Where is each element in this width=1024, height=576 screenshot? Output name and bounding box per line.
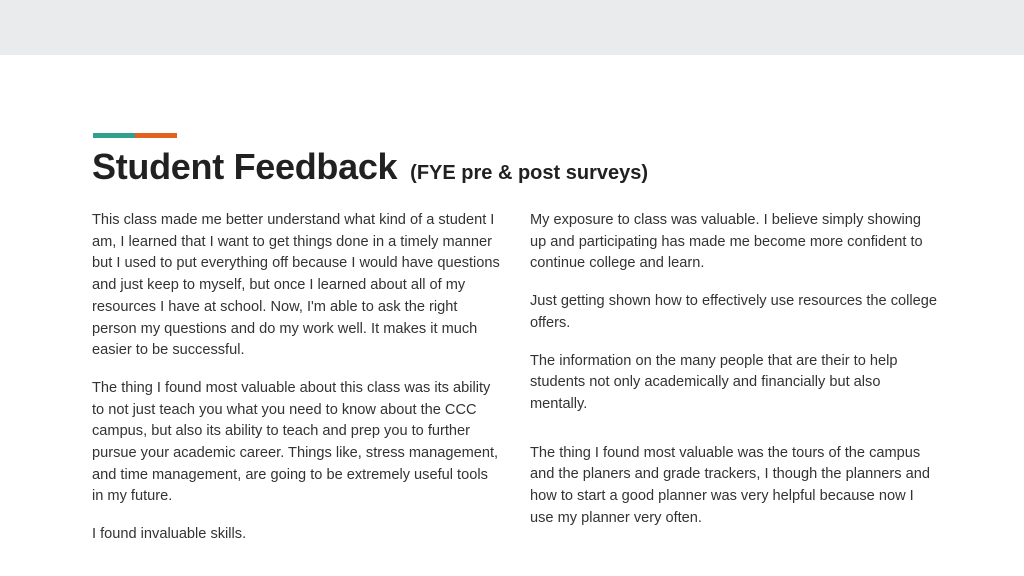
feedback-quote: My exposure to class was valuable. I believe simply showing up and participating has made me become more confident to continue college and learn. xyxy=(530,212,923,272)
title-accent-bar xyxy=(93,133,177,138)
slide-title-main: Student Feedback xyxy=(92,146,398,187)
feedback-quote: Just getting shown how to effectively use resources the college offers. xyxy=(530,293,937,331)
accent-segment-teal xyxy=(93,133,135,138)
feedback-column-left xyxy=(92,210,502,562)
slide-title-subtitle: (FYE pre & post surveys) xyxy=(410,162,648,184)
top-band xyxy=(0,0,1024,55)
accent-segment-orange xyxy=(135,133,177,138)
slide-title xyxy=(92,146,648,188)
feedback-quote: I found invaluable skills. xyxy=(92,526,247,543)
feedback-quote: The thing I found most valuable about this class was its ability to not just teach you what you need to know about the CCC campus, but also its ability to teach and prep you to further pursue your academic career. Things like, stress management, and time management, are going to be extremely useful tools in my future. xyxy=(92,379,499,505)
feedback-quote: The thing I found most valuable was the tours of the campus and the planers and grade trackers, I though the planners and how to start a good planner was very helpful because now I use my planner very often. xyxy=(530,444,930,526)
feedback-quote: This class made me better understand what kind of a student I am, I learned that I want to get things done in a timely manner but I used to put everything off because I would have questions and just keep to myself, but once I learned about all of my resources I have at school. Now, I'm able to ask the right person my questions and do my work well. It makes it much easier to be successful. xyxy=(92,212,500,359)
feedback-column-right xyxy=(530,210,940,545)
feedback-quote: The information on the many people that are their to help students not only academically and financially but also mentally. xyxy=(530,352,898,412)
